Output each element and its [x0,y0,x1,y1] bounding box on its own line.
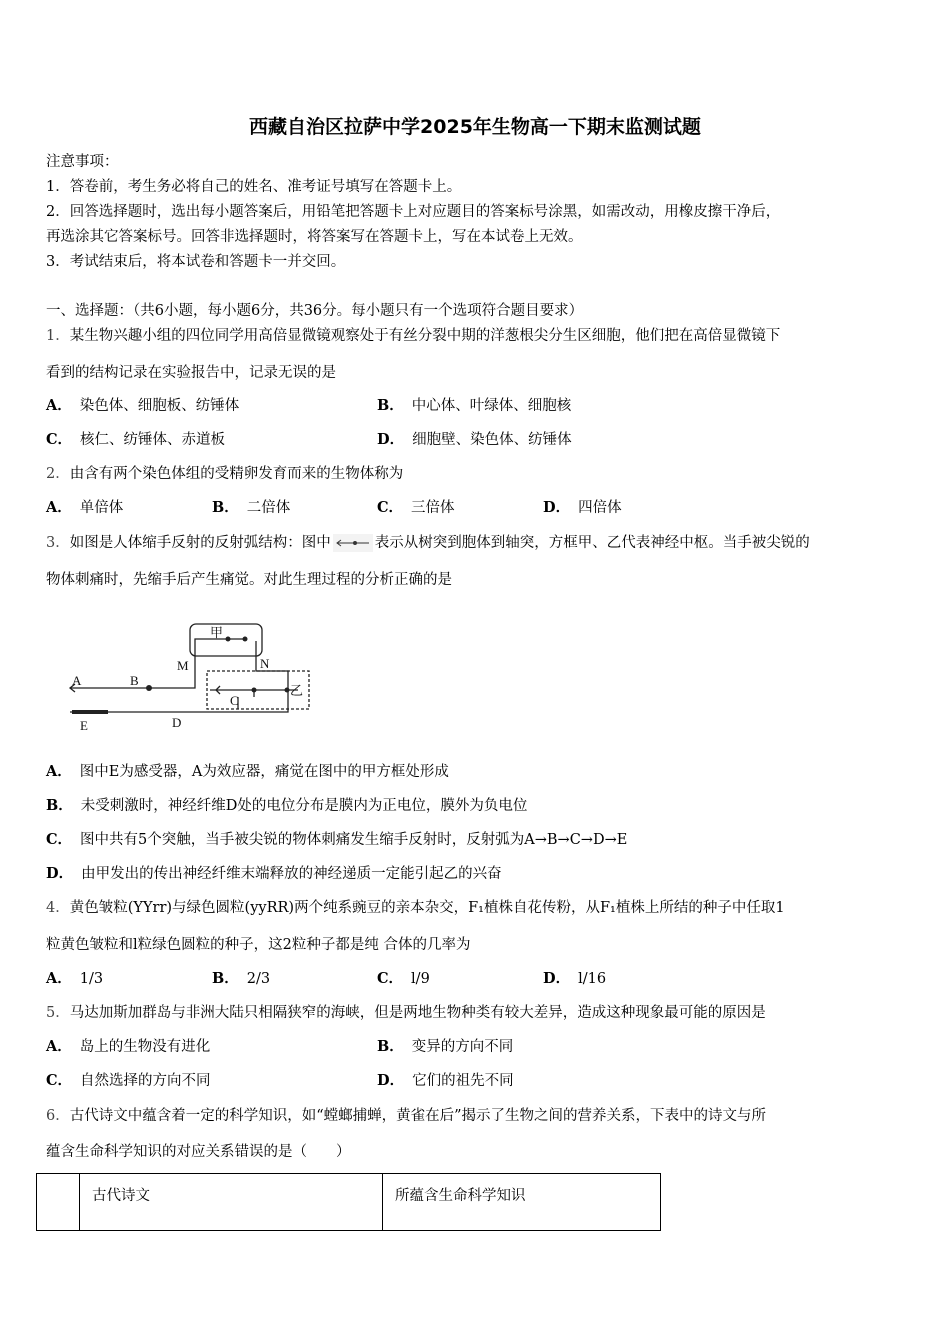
question-text: 物体刺痛时，先缩手后产生痛觉。对此生理过程的分析正确的是 [46,572,452,588]
option-text: 细胞壁、染色体、纺锤体 [412,432,572,448]
question-number: 2． [46,466,70,482]
label-c: C [230,693,239,708]
option-label: D． [543,970,571,987]
neuron-symbol-icon [333,534,373,552]
question-number: 1． [46,328,70,344]
option-a[interactable] [46,1037,210,1057]
option-c[interactable] [46,830,627,850]
option-a[interactable] [46,498,123,518]
label-jia: 甲 [210,625,224,640]
option-text: 染色体、细胞板、纺锤体 [79,398,240,414]
question-number: 6． [46,1108,70,1124]
question-text: 马达加斯加群岛与非洲大陆只相隔狭窄的海峡，但是两地生物种类有较大差异，造成这种现象最可能的原因是 [69,1005,766,1021]
question-3 [46,533,810,553]
table-header-row [37,1174,661,1231]
option-text: 图中E为感受器，A为效应器，痛觉在图中的甲方框处形成 [79,764,449,780]
receptor-e-hatch [72,710,108,714]
option-c[interactable] [377,969,430,989]
label-a: A [72,673,82,688]
question-text: 看到的结构记录在实验报告中，记录无误的是 [46,365,336,381]
question-text: 某生物兴趣小组的四位同学用高倍显微镜观察处于有丝分裂中期的洋葱根尖分生区细胞，他们把在高倍显微镜下 [69,328,781,344]
option-a[interactable] [46,762,449,782]
option-label: B． [212,970,239,987]
option-label: B． [377,397,404,414]
option-text: 二倍体 [246,500,291,516]
label-yi: 乙 [290,683,304,698]
question-number: 4． [46,900,70,916]
option-c[interactable] [46,1071,211,1091]
option-text: 2/3 [246,971,271,987]
option-label: A． [46,397,72,414]
question-text: 蕴含生命科学知识的对应关系错误的是（ ） [46,1144,351,1160]
option-b[interactable] [212,498,290,518]
table-header-cell: 所蕴含生命科学知识 [383,1174,661,1231]
question-text: 如图是人体缩手反射的反射弧结构：图中 [69,535,331,551]
option-text: l/9 [411,971,430,987]
option-text: 岛上的生物没有进化 [79,1039,211,1055]
question-number: 5． [46,1005,70,1021]
notice-item: 2．回答选择题时，选出每小题答案后，用铅笔把答题卡上对应题目的答案标号涂黑，如需改动，用橡皮擦干净后， [46,204,781,220]
label-b: B [130,673,139,688]
notice-item: 3．考试结束后，将本试卷和答题卡一并交回。 [46,254,346,270]
option-text: 1/3 [79,971,104,987]
option-label: B． [212,499,239,516]
question-text: 由含有两个染色体组的受精卵发育而来的生物体称为 [69,466,404,482]
option-d[interactable] [46,864,502,884]
option-text: 由甲发出的传出神经纤维末端释放的神经递质一定能引起乙的兴奋 [81,866,502,882]
option-text: l/16 [578,971,607,987]
option-c[interactable] [46,430,225,450]
option-label: B． [46,797,73,814]
notice-item: 1．答卷前，考生务必将自己的姓名、准考证号填写在答题卡上。 [46,179,462,195]
option-label: A． [46,499,72,516]
option-text: 中心体、叶绿体、细胞核 [411,398,572,414]
option-a[interactable] [46,969,103,989]
option-b[interactable] [212,969,270,989]
table-header-cell [37,1174,80,1231]
label-d: D [172,715,182,730]
option-label: C． [46,431,73,448]
option-d[interactable] [377,430,572,450]
option-d[interactable] [543,969,606,989]
option-text: 图中共有5个突触，当手被尖锐的物体刺痛发生缩手反射时，反射弧为A→B→C→D→E [80,832,628,848]
question-5 [46,1003,766,1023]
question-text: 表示从树突到胞体到轴突，方框甲、乙代表神经中枢。当手被尖锐的 [374,535,810,551]
question-2 [46,464,403,484]
option-label: C． [377,499,404,516]
option-text: 未受刺激时，神经纤维D处的电位分布是膜内为正电位，膜外为负电位 [80,798,528,814]
question-1 [46,326,780,346]
option-label: B． [377,1038,404,1055]
option-text: 四倍体 [578,500,622,516]
option-label: C． [46,1072,73,1089]
option-text: 变异的方向不同 [411,1039,514,1055]
option-text: 它们的祖先不同 [412,1073,514,1089]
option-label: D． [46,865,74,882]
question-number: 3． [46,535,70,551]
option-d[interactable] [543,498,622,518]
label-m: M [177,658,189,673]
option-text: 单倍体 [79,500,124,516]
option-label: D． [543,499,571,516]
page-title: 西藏自治区拉萨中学2025年生物高一下期末监测试题 [249,116,701,138]
section-heading: 一、选择题：（共6小题，每小题6分，共36分。每小题只有一个选项符合题目要求） [46,303,584,319]
question-text: 粒黄色皱粒和l粒绿色圆粒的种子，这2粒种子都是纯 合体的几率为 [46,937,471,953]
poetry-table [36,1173,661,1231]
label-n: N [260,656,270,671]
option-d[interactable] [377,1071,514,1091]
option-label: A． [46,1038,72,1055]
option-b[interactable] [377,1037,513,1057]
option-b[interactable] [46,796,527,816]
question-6 [46,1106,766,1126]
notice-heading: 注意事项： [46,154,119,170]
question-4 [46,898,785,918]
option-label: A． [46,970,72,987]
option-a[interactable] [46,396,239,416]
option-label: A． [46,763,72,780]
option-text: 自然选择的方向不同 [80,1073,211,1089]
option-text: 核仁、纺锤体、赤道板 [80,432,226,448]
option-label: C． [377,970,404,987]
table-header-cell: 古代诗文 [80,1174,383,1231]
option-text: 三倍体 [411,500,455,516]
question-text: 黄色皱粒(YYrr)与绿色圆粒(yyRR)两个纯系豌豆的亲本杂交，F₁植株自花传粉，从F₁植株上所结的种子中任取1 [69,900,785,916]
option-label: D． [377,431,405,448]
reflex-arc-diagram [60,615,320,740]
option-label: C． [46,831,73,848]
question-text: 古代诗文中蕴含着一定的科学知识，如“螳螂捕蝉，黄雀在后”揭示了生物之间的营养关系，下表中的诗文与所 [69,1108,767,1124]
option-c[interactable] [377,498,455,518]
label-e: E [80,718,88,733]
option-b[interactable] [377,396,571,416]
option-label: D． [377,1072,405,1089]
notice-item: 再选涂其它答案标号。回答非选择题时，将答案写在答题卡上，写在本试卷上无效。 [46,229,583,245]
